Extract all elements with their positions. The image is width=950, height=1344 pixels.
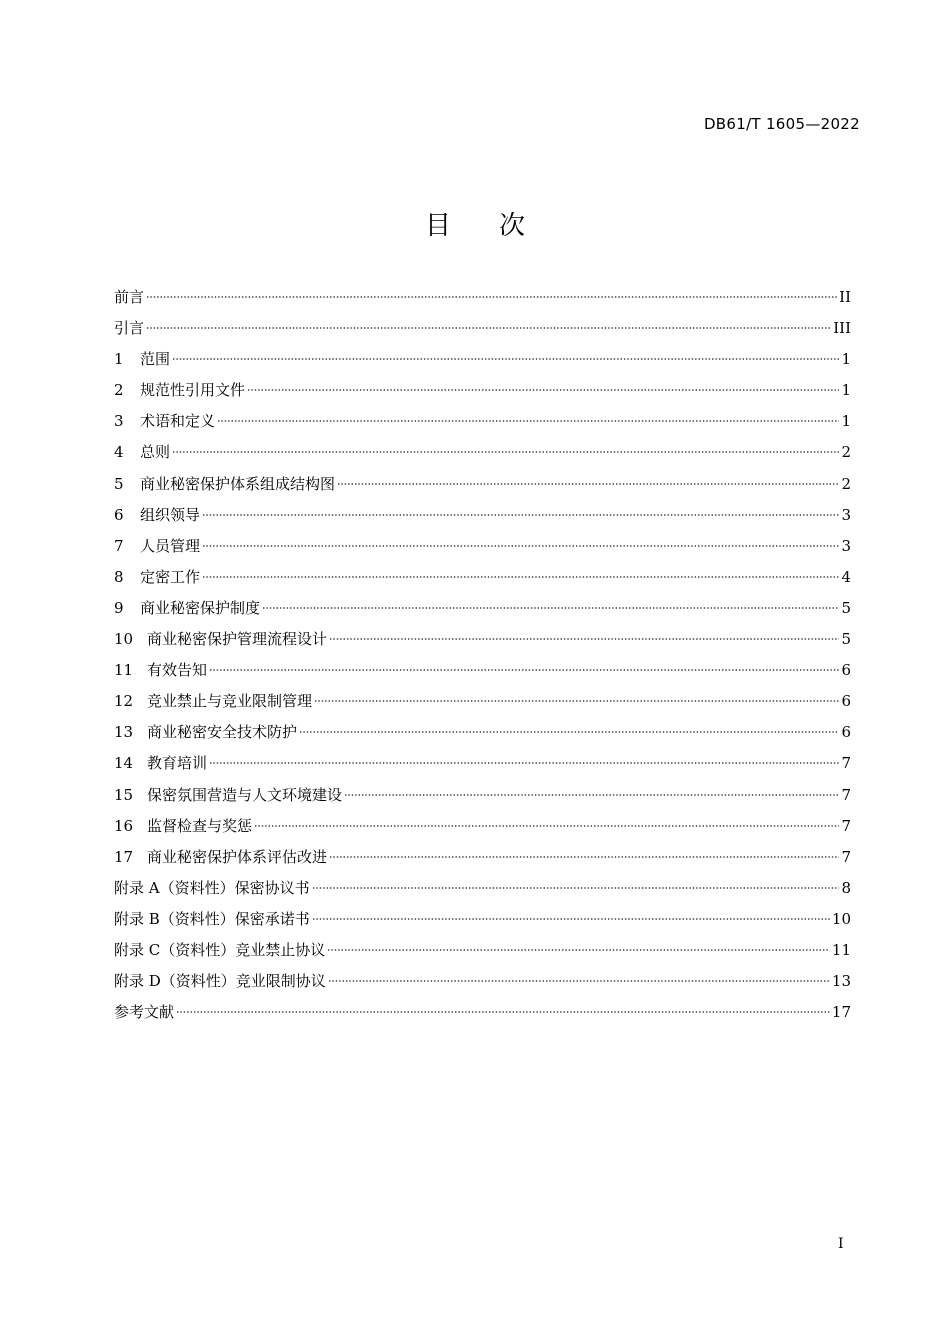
toc-entry-13[interactable] [114, 721, 851, 752]
toc-entry-10[interactable] [114, 628, 851, 659]
toc-entry-label: 规范性引用文件 [140, 381, 246, 400]
toc-entry-label: 总则 [140, 443, 171, 462]
toc-entry-page: II [839, 288, 851, 306]
toc-entry-page: 3 [841, 505, 851, 524]
toc-entry-label: 附录 B（资料性）保密承诺书 [114, 909, 310, 928]
toc-entry-number: 14 [114, 754, 134, 773]
toc-entry-appendix-d[interactable] [114, 970, 851, 1001]
toc-entry-number: 10 [114, 630, 134, 649]
toc-entry-number: 4 [114, 443, 124, 462]
toc-entry-page: 11 [831, 940, 851, 959]
toc-leader-dots [262, 607, 839, 609]
title-char-2: 次 [499, 211, 526, 241]
toc-leader-dots [202, 576, 839, 578]
toc-entry-page: 6 [841, 723, 851, 742]
toc-leader-dots [314, 700, 839, 702]
toc-entry-5[interactable] [114, 473, 851, 504]
toc-leader-dots [299, 731, 839, 733]
toc-entry-6[interactable] [114, 504, 851, 535]
toc-entry-page: 2 [841, 474, 851, 493]
toc-entry-label: 参考文献 [114, 1003, 175, 1022]
toc-entry-number: 15 [114, 785, 134, 804]
table-of-contents [114, 286, 851, 1032]
toc-leader-dots [247, 389, 839, 391]
toc-entry-label: 商业秘密保护体系评估改进 [147, 847, 328, 866]
toc-entry-appendix-b[interactable] [114, 908, 851, 939]
toc-entry-appendix-c[interactable] [114, 939, 851, 970]
toc-leader-dots [329, 638, 839, 640]
toc-leader-dots [146, 327, 831, 329]
toc-leader-dots [172, 451, 839, 453]
toc-entry-number: 1 [114, 350, 124, 369]
toc-entry-number: 7 [114, 536, 124, 555]
title-char-1: 目 [424, 211, 451, 241]
toc-leader-dots [217, 420, 839, 422]
toc-entry-12[interactable] [114, 690, 851, 721]
toc-entry-15[interactable] [114, 784, 851, 815]
toc-leader-dots [202, 514, 839, 516]
toc-entry-14[interactable] [114, 752, 851, 783]
toc-entry-label: 术语和定义 [140, 412, 216, 431]
page-number: I [838, 1236, 844, 1252]
toc-entry-page: 17 [831, 1003, 851, 1022]
toc-entry-page: 1 [841, 350, 851, 369]
toc-entry-4[interactable] [114, 441, 851, 472]
toc-entry-label: 教育培训 [147, 754, 208, 773]
toc-leader-dots [209, 669, 839, 671]
toc-entry-label: 竞业禁止与竞业限制管理 [147, 692, 313, 711]
toc-entry-label: 前言 [114, 288, 145, 306]
toc-entry-number: 12 [114, 692, 134, 711]
toc-entry-page: 1 [841, 381, 851, 400]
toc-entry-number: 16 [114, 816, 134, 835]
toc-entry-1[interactable] [114, 348, 851, 379]
toc-entry-label: 附录 C（资料性）竞业禁止协议 [114, 940, 326, 959]
toc-entry-17[interactable] [114, 846, 851, 877]
toc-entry-label: 商业秘密保护制度 [140, 598, 261, 617]
toc-entry-number: 6 [114, 505, 124, 524]
toc-entry-page: 6 [841, 661, 851, 680]
toc-entry-label: 有效告知 [147, 661, 208, 680]
toc-entry-label: 组织领导 [140, 505, 201, 524]
toc-entry-page: 6 [841, 692, 851, 711]
toc-entry-number: 11 [114, 661, 134, 680]
toc-entry-number: 17 [114, 847, 134, 866]
toc-leader-dots [176, 1011, 830, 1013]
toc-entry-number: 5 [114, 474, 124, 493]
document-code: DB61/T 1605—2022 [703, 115, 860, 133]
toc-entry-label: 附录 D（资料性）竞业限制协议 [114, 972, 326, 991]
toc-leader-dots [328, 980, 830, 982]
toc-entry-8[interactable] [114, 566, 851, 597]
toc-entry-page: 10 [831, 909, 851, 928]
toc-entry-page: 3 [841, 536, 851, 555]
toc-leader-dots [329, 856, 839, 858]
toc-entry-label: 商业秘密保护管理流程设计 [147, 630, 328, 649]
toc-leader-dots [312, 887, 840, 889]
toc-entry-appendix-a[interactable] [114, 877, 851, 908]
toc-entry-label: 引言 [114, 319, 145, 338]
toc-entry-label: 商业秘密保护体系组成结构图 [140, 474, 336, 493]
toc-entry-introduction[interactable] [114, 317, 851, 348]
page-title [0, 205, 950, 242]
toc-entry-16[interactable] [114, 815, 851, 846]
toc-leader-dots [344, 794, 839, 796]
toc-entry-page: 7 [841, 816, 851, 835]
toc-entry-page: 5 [841, 598, 851, 617]
toc-entry-number: 13 [114, 723, 134, 742]
toc-entry-number: 8 [114, 567, 124, 586]
toc-entry-page: 7 [841, 754, 851, 773]
toc-entry-foreword[interactable] [114, 286, 851, 317]
toc-entry-label: 范围 [140, 350, 171, 369]
toc-entry-label: 人员管理 [140, 536, 201, 555]
toc-entry-label: 附录 A（资料性）保密协议书 [114, 878, 310, 897]
toc-leader-dots [312, 918, 830, 920]
toc-leader-dots [209, 762, 839, 764]
toc-leader-dots [327, 949, 830, 951]
toc-entry-label: 商业秘密安全技术防护 [147, 723, 298, 742]
toc-entry-number: 3 [114, 412, 124, 431]
toc-entry-3[interactable] [114, 410, 851, 441]
toc-entry-page: 2 [841, 443, 851, 462]
toc-entry-number: 2 [114, 381, 124, 400]
toc-leader-dots [172, 358, 839, 360]
toc-leader-dots [146, 296, 837, 298]
toc-entry-page: 4 [841, 567, 851, 586]
toc-leader-dots [202, 545, 839, 547]
toc-entry-page: 5 [841, 630, 851, 649]
toc-leader-dots [337, 483, 839, 485]
toc-entry-label: 保密氛围营造与人文环境建设 [147, 785, 343, 804]
toc-entry-page: III [833, 319, 851, 338]
toc-entry-label: 定密工作 [140, 567, 201, 586]
toc-leader-dots [254, 825, 839, 827]
toc-entry-number: 9 [114, 598, 124, 617]
toc-entry-11[interactable] [114, 659, 851, 690]
toc-entry-bibliography[interactable] [114, 1001, 851, 1032]
toc-entry-2[interactable] [114, 379, 851, 410]
toc-entry-label: 监督检查与奖惩 [147, 816, 253, 835]
toc-entry-9[interactable] [114, 597, 851, 628]
toc-entry-page: 7 [841, 847, 851, 866]
toc-entry-page: 1 [841, 412, 851, 431]
toc-entry-page: 13 [831, 972, 851, 991]
toc-entry-7[interactable] [114, 535, 851, 566]
toc-entry-page: 8 [841, 878, 851, 897]
toc-entry-page: 7 [841, 785, 851, 804]
